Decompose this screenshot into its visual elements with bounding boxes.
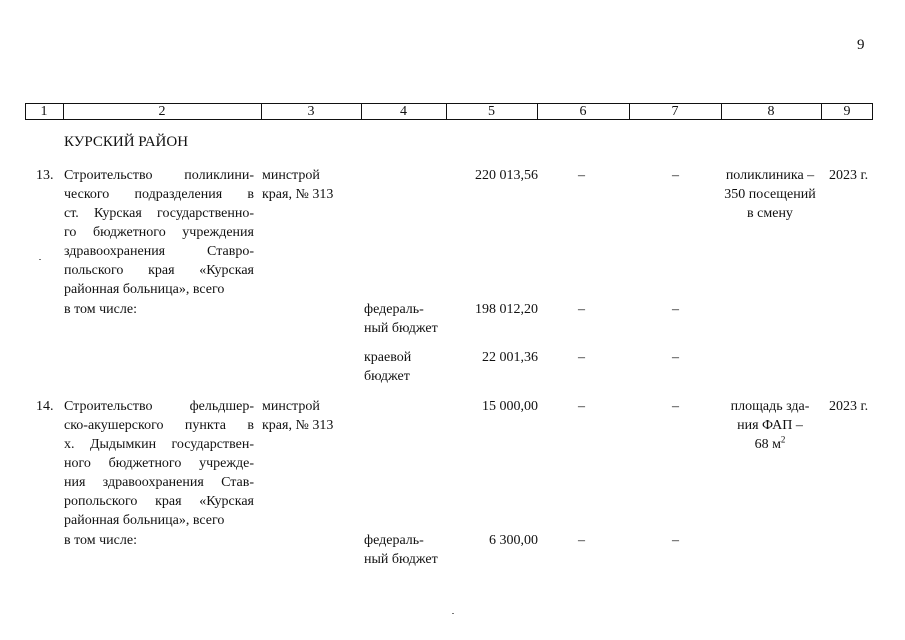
col7-value: – <box>672 399 679 414</box>
total-amount: 220 013,56 <box>475 168 538 183</box>
description-line: ст. Курская государственно- <box>64 206 254 221</box>
header-cell-5: 5 <box>488 104 495 119</box>
col6-value: – <box>578 533 585 548</box>
capacity-cell <box>718 166 822 223</box>
funding-source <box>364 348 411 386</box>
col6-value: – <box>578 399 585 414</box>
header-cell-6: 6 <box>579 104 587 119</box>
item-number: 13. <box>36 168 54 183</box>
including-label: в том числе: <box>64 302 137 317</box>
responsible-cell <box>262 166 333 204</box>
description-line: ческого подразделения в <box>64 187 254 202</box>
responsible-line: края, № 313 <box>262 187 334 202</box>
description-line: ния здравоохранения Став- <box>64 475 254 490</box>
completion-year: 2023 г. <box>829 168 869 183</box>
table-header-row <box>25 103 873 120</box>
description-line: Строительство поликлини- <box>64 168 254 183</box>
header-cell-9: 9 <box>843 104 851 119</box>
capacity-line: поликлиника – <box>725 168 815 183</box>
item-description <box>64 166 254 299</box>
header-cell-2: 2 <box>158 104 166 119</box>
completion-year: 2023 г. <box>829 399 869 414</box>
header-cell-8: 8 <box>767 104 775 119</box>
description-line: ско-акушерского пункта в <box>64 418 254 433</box>
header-cell-4: 4 <box>400 104 407 119</box>
funding-source-line: федераль- <box>364 533 424 548</box>
item-number: 14. <box>36 399 54 414</box>
responsible-line: минстрой <box>262 399 320 414</box>
funding-source-line: краевой <box>364 350 412 365</box>
capacity-line: площадь зда- <box>730 399 810 414</box>
description-line: ропольского края «Курская <box>64 494 254 509</box>
including-label: в том числе: <box>64 533 137 548</box>
area-unit-exponent: 2 <box>780 434 786 445</box>
description-line: районная больница», всего <box>64 282 225 297</box>
description-line: польского края «Курская <box>64 263 254 278</box>
description-line: го бюджетного учреждения <box>64 225 254 240</box>
scan-speck <box>452 613 454 614</box>
col6-value: – <box>578 350 585 365</box>
scan-speck <box>39 259 41 260</box>
header-cell-3: 3 <box>307 104 315 119</box>
district-heading: КУРСКИЙ РАЙОН <box>64 134 189 150</box>
funding-source-line: федераль- <box>364 302 424 317</box>
funding-source-line: бюджет <box>364 369 410 384</box>
description-line: здравоохранения Ставро- <box>64 244 254 259</box>
col6-value: – <box>578 302 585 317</box>
description-line: ного бюджетного учрежде- <box>64 456 254 471</box>
funding-source <box>364 531 438 569</box>
page-number: 9 <box>857 37 865 53</box>
capacity-line: ния ФАП – <box>737 418 803 433</box>
col7-value: – <box>672 302 679 317</box>
responsible-cell <box>262 397 333 435</box>
col7-value: – <box>672 350 679 365</box>
funding-amount: 6 300,00 <box>489 533 538 548</box>
capacity-cell <box>718 397 822 454</box>
header-cell-1: 1 <box>40 104 48 119</box>
responsible-line: края, № 313 <box>262 418 334 433</box>
area-value: 68 м <box>754 437 781 452</box>
col7-value: – <box>672 168 679 183</box>
capacity-line: 350 посещений <box>724 187 816 202</box>
funding-amount: 198 012,20 <box>475 302 538 317</box>
funding-source <box>364 300 438 338</box>
col6-value: – <box>578 168 585 183</box>
description-line: х. Дыдымкин государствен- <box>64 437 254 452</box>
funding-source-line: ный бюджет <box>364 321 438 336</box>
item-description <box>64 397 254 530</box>
funding-source-line: ный бюджет <box>364 552 438 567</box>
capacity-line: в смену <box>747 206 793 221</box>
header-cell-7: 7 <box>671 104 679 119</box>
description-line: районная больница», всего <box>64 513 225 528</box>
description-line: Строительство фельдшер- <box>64 399 254 414</box>
funding-amount: 22 001,36 <box>482 350 538 365</box>
responsible-line: минстрой <box>262 168 320 183</box>
total-amount: 15 000,00 <box>482 399 538 414</box>
col7-value: – <box>672 533 679 548</box>
capacity-line <box>718 435 822 454</box>
